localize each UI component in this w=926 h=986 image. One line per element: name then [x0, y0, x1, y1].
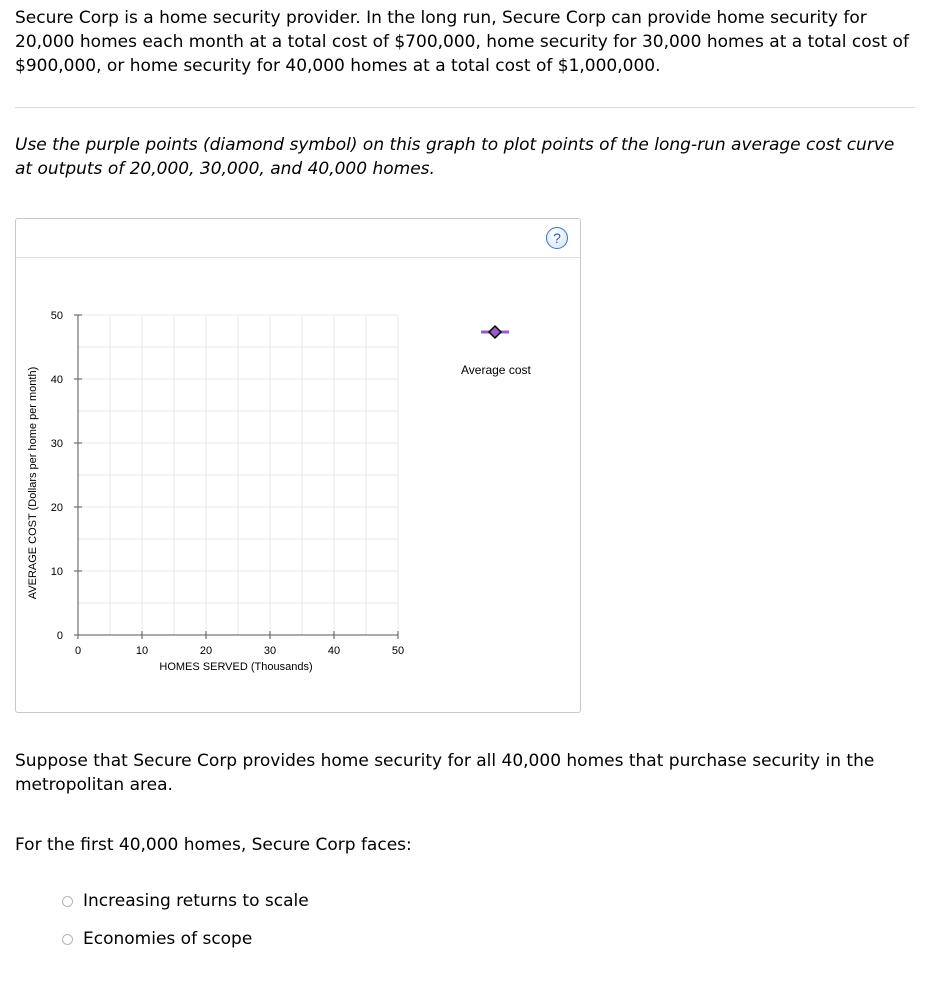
chart-grid [78, 315, 398, 635]
option-label: Increasing returns to scale [83, 891, 309, 911]
average-cost-chart[interactable] [16, 219, 580, 712]
x-tick-label: 20 [199, 645, 213, 657]
y-tick-label: 30 [50, 438, 63, 450]
section-divider [15, 107, 915, 108]
y-tick-label: 10 [50, 566, 63, 578]
x-tick-label: 30 [263, 645, 277, 657]
radio-button[interactable] [62, 934, 73, 945]
x-tick-label: 0 [74, 645, 82, 657]
y-tick-label: 0 [56, 630, 63, 642]
x-tick-label: 50 [391, 645, 405, 657]
x-axis-label: HOMES SERVED (Thousands) [159, 661, 313, 673]
legend-label: Average cost [461, 363, 531, 377]
chart-ticks [51, 310, 404, 657]
graph-instruction: Use the purple points (diamond symbol) on this graph to plot points of the long-run average cost curve at outputs of 20,000, 30,000, and 40,000 homes. [15, 135, 895, 179]
y-tick-label: 20 [50, 502, 63, 514]
radio-button[interactable] [62, 896, 73, 907]
graph-panel[interactable] [15, 218, 581, 713]
answer-options [62, 882, 309, 958]
option-increasing-returns[interactable] [62, 882, 309, 920]
y-tick-label: 50 [50, 310, 63, 322]
legend-diamond-tool[interactable] [481, 326, 509, 338]
x-tick-label: 10 [135, 645, 149, 657]
problem-intro: Secure Corp is a home security provider. In the long run, Secure Corp can provide home security for 20,000 homes each month at a total cost of $700,000, home security for 30,000 homes at a total cost of $900,000, or home security for 40,000 homes at a total cost of $1,000,000. [15, 8, 909, 76]
scenario-text: Suppose that Secure Corp provides home security for all 40,000 homes that purchase security in the metropolitan area. [15, 751, 875, 795]
help-icon[interactable]: ? [546, 227, 568, 249]
x-tick-label: 40 [327, 645, 341, 657]
question-prompt: For the first 40,000 homes, Secure Corp faces: [15, 835, 412, 855]
y-tick-label: 40 [50, 374, 63, 386]
option-economies-of-scope[interactable] [62, 920, 309, 958]
y-axis-label: AVERAGE COST (Dollars per home per month) [27, 366, 39, 600]
diamond-icon [489, 326, 501, 338]
option-label: Economies of scope [83, 929, 253, 949]
